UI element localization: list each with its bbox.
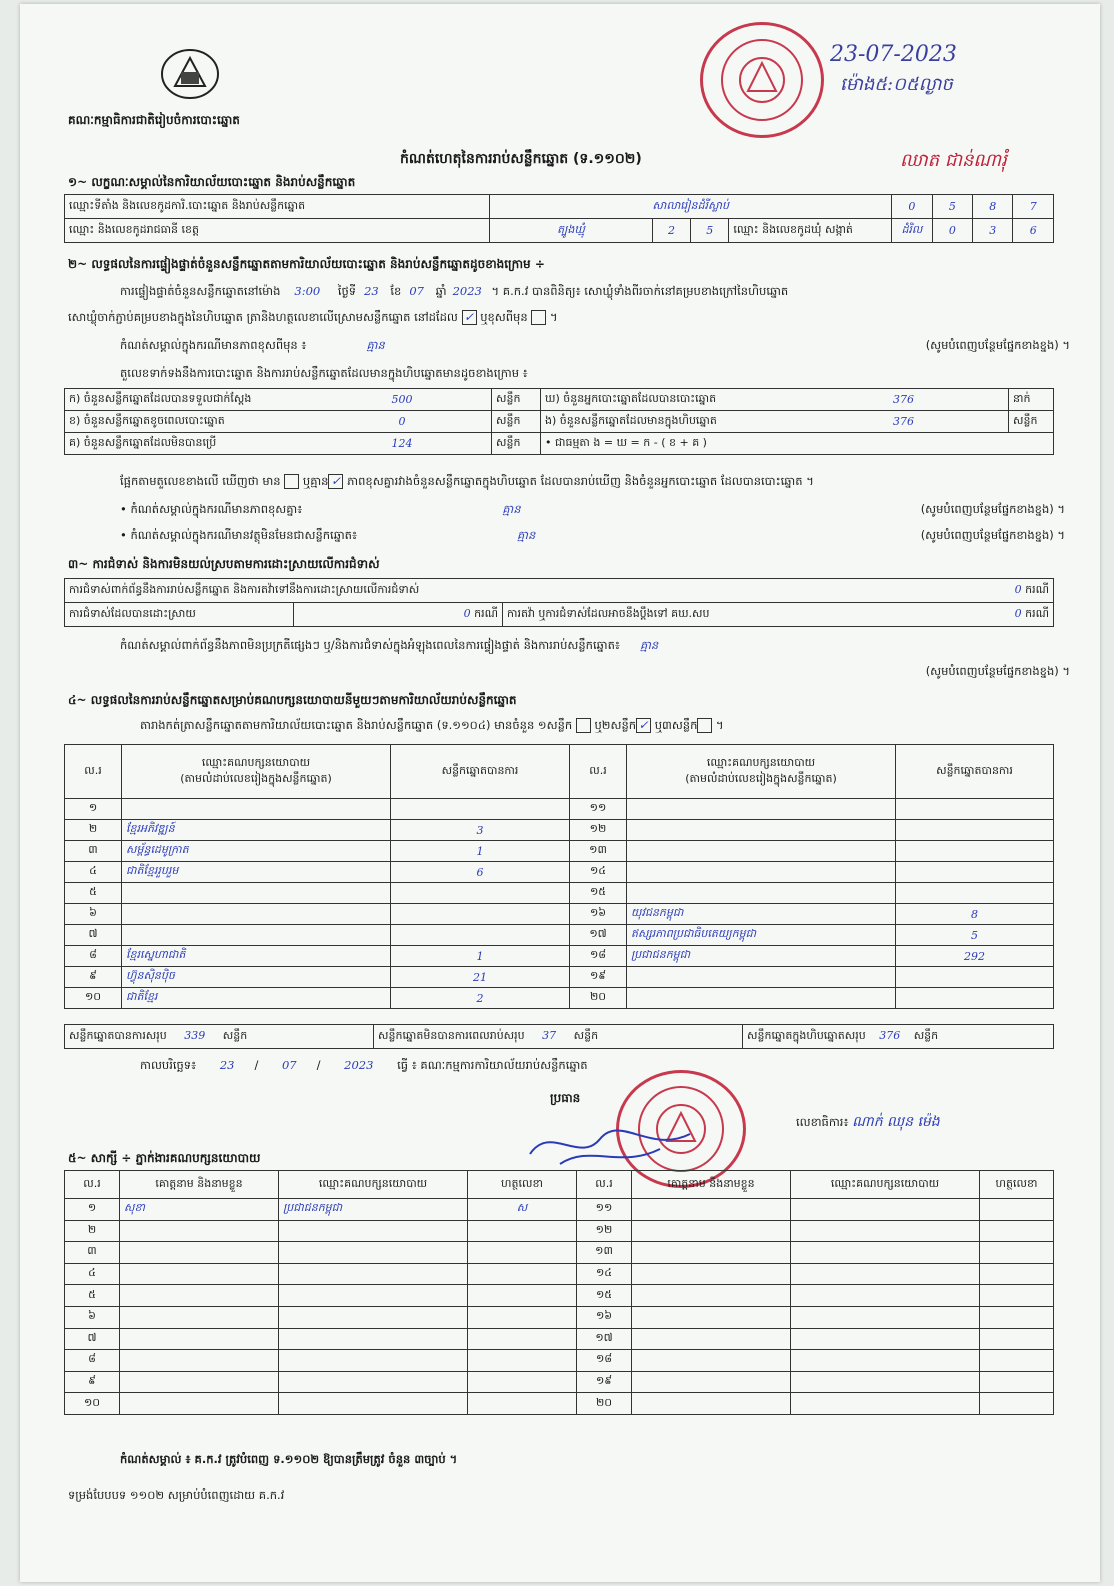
section-4-heading: ៤~ លទ្ធផលនៃការរាប់សន្លឹកឆ្នោតសម្រាប់គណបក្សនយោបាយនីមួយៗតាមការិយាល័យរាប់សន្លឹកឆ្នោត <box>68 693 517 707</box>
table-cell <box>468 1371 577 1393</box>
table-cell: ៦ <box>65 1306 120 1328</box>
table-cell: ១៨ <box>570 946 627 967</box>
table-cell <box>279 1263 468 1285</box>
s3-note-line: កំណត់សម្គាល់ពាក់ព័ន្ធនឹងភាពមិនប្រក្រតីផ្សេងៗ ឬ/និងការជំទាស់ក្នុងអំឡុងពេលនៃការផ្ទៀងផ្ទាត់ និងការរាប់សន្លឹកឆ្នោត៖ គ្មាន <box>120 638 659 652</box>
document-page <box>20 4 1100 1582</box>
table-cell <box>632 1199 791 1221</box>
table-cell <box>279 1285 468 1307</box>
table-cell <box>627 841 896 862</box>
totals-row: សន្លឹកឆ្នោតបានការសរុប 339 សន្លឹក សន្លឹកឆ្នោតមិនបានការពេលរាប់សរុប 37 សន្លឹក សន្លឹកឆ្នោតក្នុងហិបឆ្នោតសរុប 376 សន្លឹក <box>64 1024 1054 1049</box>
table-cell: ហ៊្វុនស៊ិនប៉ិច <box>122 967 391 988</box>
table-cell <box>627 883 896 904</box>
table-cell: ៣ <box>65 841 122 862</box>
table-row <box>65 925 1054 946</box>
s2-line3: កំណត់សម្គាល់ក្នុងករណីមានភាពខុសពីមុន ៖ គ្មាន (សូមបំពេញបន្ថែមផ្នែកខាងខ្នង) ។ <box>120 338 1070 352</box>
table-cell: ២០ <box>577 1393 632 1415</box>
table-cell <box>279 1328 468 1350</box>
table-cell <box>468 1393 577 1415</box>
three-sheet-checkbox[interactable] <box>697 718 712 733</box>
table-cell: ៤ <box>65 862 122 883</box>
different-checkbox[interactable] <box>531 310 546 325</box>
table-cell: ៩ <box>65 1371 120 1393</box>
r1-label: ឈ្មោះទីតាំង និងលេខកូដការិ.បោះឆ្នោត និងរាប់សន្លឹកឆ្នោត <box>65 195 490 219</box>
table-cell: 1 <box>391 841 570 862</box>
table-row <box>65 799 1054 820</box>
table-cell <box>632 1263 791 1285</box>
table-cell <box>980 1242 1054 1264</box>
table-cell <box>632 1285 791 1307</box>
witness-body <box>65 1199 1054 1415</box>
s2-line2: សោឃ្លុំចាក់ភ្ជាប់គម្របខាងក្នុងនៃហិបឆ្នោត ត្រានិងហត្ថលេខាលើស្រោមសន្លឹកឆ្នោត នៅដដែល ✓ ឬខុសពីមុន ។ <box>68 310 558 324</box>
table-cell: ១៥ <box>577 1285 632 1307</box>
table-cell: 3 <box>391 820 570 841</box>
table-cell <box>980 1263 1054 1285</box>
table-cell: ២ <box>65 820 122 841</box>
section-3-table: ការជំទាស់ពាក់ព័ន្ធនឹងការរាប់សន្លឹកឆ្នោត និងការតវ៉ាទៅនឹងការដោះស្រាយលើការជំទាស់ 0 ករណី ការជំទាស់ដែលបានដោះស្រាយ 0 ករណី ការតវ៉ា ឬការជំទាស់ដែលអាចនឹងប្តឹងទៅ គឃ.សប 0 ករណី <box>64 578 1054 627</box>
table-cell: ១៤ <box>570 862 627 883</box>
table-row <box>65 820 1054 841</box>
table-row <box>65 1199 1054 1221</box>
table-cell: ជាតិខ្មែរ <box>122 988 391 1009</box>
table-cell: ១០ <box>65 1393 120 1415</box>
count-row-3: គ) ចំនួនសន្លឹកឆ្នោតដែលមិនបានប្រើ 124 សន្លឹក • ជាធម្មតា ង = ឃ = ក - ( ខ + គ ) <box>65 433 1054 455</box>
table-cell <box>791 1306 980 1328</box>
table-cell: 5 <box>896 925 1054 946</box>
table-cell: ២០ <box>570 988 627 1009</box>
r2-code2-2: 3 <box>973 219 1013 243</box>
table-cell: ខ្មែរអភិវឌ្ឍន៍ <box>122 820 391 841</box>
s4-sheets-line: តារាងកត់ត្រាសន្លឹកឆ្នោតតាមការិយាល័យបោះឆ្នោត និងរាប់សន្លឹកឆ្នោត (ទ.១១០៤) មានចំនួន ១សន្លឹក ឬ២សន្លឹក ✓ ឬ៣សន្លឹក ។ <box>140 718 724 732</box>
table-cell: ជាតិខ្មែររួបរួម <box>122 862 391 883</box>
table-cell <box>980 1220 1054 1242</box>
table-cell <box>980 1328 1054 1350</box>
table-row <box>65 1350 1054 1372</box>
emblem-logo <box>155 44 225 102</box>
table-row <box>65 841 1054 862</box>
table-cell: ២ <box>65 1220 120 1242</box>
table-row <box>65 1306 1054 1328</box>
table-cell <box>791 1242 980 1264</box>
table-cell: ៥ <box>65 1285 120 1307</box>
table-cell <box>980 1371 1054 1393</box>
table-cell <box>791 1199 980 1221</box>
table-cell <box>896 820 1054 841</box>
table-cell <box>468 1220 577 1242</box>
table-cell <box>791 1371 980 1393</box>
table-row <box>65 1393 1054 1415</box>
table-cell <box>896 967 1054 988</box>
same-checkbox[interactable]: ✓ <box>462 310 477 325</box>
footer-note: កំណត់សម្គាល់ ៖ គ.ក.វ ត្រូវបំពេញ ទ.១១០២ ឱ្យបានត្រឹមត្រូវ ចំនួន ៣ច្បាប់ ។ <box>120 1452 458 1466</box>
table-cell <box>627 799 896 820</box>
r1-code-3: 8 <box>973 195 1013 219</box>
table-row <box>65 1263 1054 1285</box>
table-cell <box>791 1393 980 1415</box>
table-cell <box>120 1242 279 1264</box>
table-cell <box>391 904 570 925</box>
table-cell <box>627 820 896 841</box>
section-5-heading: ៥~ សាក្សី ÷ ភ្នាក់ងារគណបក្សនយោបាយ <box>68 1151 261 1165</box>
r1-code-4: 7 <box>1013 195 1054 219</box>
table-cell: ស <box>468 1199 577 1221</box>
table-cell: ១៦ <box>570 904 627 925</box>
red-handwritten-note: ឈាត ជាន់ណារុំ <box>900 150 1007 171</box>
table-cell <box>279 1242 468 1264</box>
table-cell: ១០ <box>65 988 122 1009</box>
table-cell: ១៨ <box>577 1350 632 1372</box>
table-cell <box>120 1306 279 1328</box>
table-cell <box>896 988 1054 1009</box>
table-cell <box>632 1242 791 1264</box>
table-cell: ៧ <box>65 1328 120 1350</box>
table-row <box>65 862 1054 883</box>
table-cell: ១៤ <box>577 1263 632 1285</box>
s2-line1: ការផ្ទៀងផ្ទាត់ចំនួនសន្លឹកឆ្នោតនៅម៉ោង 3:00 ថ្ងៃទី 23 ខែ 07 ឆ្នាំ 2023 ។ គ.ក.វ បានពិនិត្យ៖ សោឃ្លុំទាំងពីរចាក់នៅគម្របខាងក្រៅនៃហិបឆ្នោត <box>120 284 789 298</box>
table-cell: ១៩ <box>577 1371 632 1393</box>
table-cell: សុខា <box>120 1199 279 1221</box>
s3-note-suffix: (សូមបំពេញបន្ថែមផ្នែកខាងខ្នង) ។ <box>925 664 1070 678</box>
table-cell <box>980 1350 1054 1372</box>
no-difference-checkbox[interactable]: ✓ <box>328 474 343 489</box>
table-cell <box>120 1328 279 1350</box>
table-cell <box>896 841 1054 862</box>
table-cell <box>632 1220 791 1242</box>
table-cell <box>391 925 570 946</box>
table-cell: ១១ <box>577 1199 632 1221</box>
table-cell: ១១ <box>570 799 627 820</box>
secretary-line: លេខាធិការ៖ ណាក់ ឈុន ម៉េង <box>796 1114 940 1130</box>
r2-code2-3: 6 <box>1013 219 1054 243</box>
table-cell <box>120 1393 279 1415</box>
table-cell: ១ <box>65 799 122 820</box>
table-cell: ប្រជាជនកម្ពុជា <box>279 1199 468 1221</box>
table-cell <box>468 1263 577 1285</box>
s2-line6: • កំណត់សម្គាល់ក្នុងករណីមានភាពខុសគ្នា៖ គ្មាន (សូមបំពេញបន្ថែមផ្នែកខាងខ្នង) ។ <box>120 502 1065 516</box>
table-cell <box>279 1220 468 1242</box>
table-cell <box>120 1285 279 1307</box>
r2-value: ត្បូងឃ្មុំ <box>490 219 653 243</box>
table-cell: 21 <box>391 967 570 988</box>
table-cell: ៩ <box>65 967 122 988</box>
table-cell <box>632 1306 791 1328</box>
count-row-2: ខ) ចំនួនសន្លឹកឆ្នោតខូចពេលបោះឆ្នោត 0 សន្លឹក ង) ចំនួនសន្លឹកឆ្នោតដែលមានក្នុងហិបឆ្នោត 376 សន្លឹក <box>65 411 1054 433</box>
table-cell <box>980 1285 1054 1307</box>
r2-label2: ឈ្មោះ និងលេខកូដឃុំ សង្កាត់ <box>729 219 892 243</box>
table-row <box>65 1285 1054 1307</box>
section-3-heading: ៣~ ការជំទាស់ និងការមិនយល់ស្របតាមការដោះស្រាយលើការជំទាស់ <box>68 557 380 571</box>
count-row-1: ក) ចំនួនសន្លឹកឆ្នោតដែលបានទទួលជាក់ស្តែង 500 សន្លឹក ឃ) ចំនួនអ្នកបោះឆ្នោតដែលបានបោះឆ្នោត 376 នាក់ <box>65 389 1054 411</box>
table-cell <box>122 883 391 904</box>
table-row <box>65 1371 1054 1393</box>
table-row <box>65 946 1054 967</box>
r1-code-2: 5 <box>932 195 972 219</box>
table-cell: 292 <box>896 946 1054 967</box>
table-row <box>65 883 1054 904</box>
table-cell <box>120 1220 279 1242</box>
table-cell <box>627 862 896 883</box>
chair-label: ប្រធាន <box>550 1091 581 1105</box>
table-cell: សម្ព័ន្ធដេមូក្រាត <box>122 841 391 862</box>
table-cell <box>120 1371 279 1393</box>
r1-value: សាលារៀនដំរីស្លាប់ <box>490 195 892 219</box>
table-cell <box>791 1285 980 1307</box>
r2-code-1: 2 <box>652 219 690 243</box>
table-cell <box>122 904 391 925</box>
table-cell: ៧ <box>65 925 122 946</box>
table-cell: ៨ <box>65 946 122 967</box>
table-cell <box>896 799 1054 820</box>
table-cell: ៤ <box>65 1263 120 1285</box>
table-cell <box>632 1371 791 1393</box>
r2-label: ឈ្មោះ និងលេខកូដរាជធានី ខេត្ត <box>69 222 199 236</box>
table-cell <box>468 1350 577 1372</box>
results-body <box>65 799 1054 1009</box>
table-cell <box>896 862 1054 883</box>
table-cell <box>120 1350 279 1372</box>
results-table: ល.រ ឈ្មោះគណបក្សនយោបាយ (តាមលំដាប់លេខរៀងក្នុងសន្លឹកឆ្នោត) សន្លឹកឆ្នោតបានការ ល.រ ឈ្មោះគណបក្សនយោបាយ (តាមលំដាប់លេខរៀងក្នុងសន្លឹកឆ្នោត) សន្លឹកឆ្នោតបានការ ១ ១១ ២ ខ្មែរអភិវឌ្ឍន៍ 3 ១២ ៣ សម្ព័ន្ធដេមូក្រាត 1 ១៣ ៤ ជាតិខ្មែររួបរួម 6 ១៤ ៥ ១៥ ៦ ១៦ យុវជនកម្ពុជា 8 ៧ ១៧ ឥស្សរភាពប្រជាធិបតេយ្យកម្ពុជា 5 ៨ ខ្មែរស្នេហាជាតិ 1 ១៨ ប្រជាជនកម្ពុជា 292 ៩ ហ៊្វុនស៊ិនប៉ិច 21 ១៩ ១០ ជាតិខ្មែរ 2 ២០ <box>64 744 1054 1009</box>
stamp-date: 23-07-2023 <box>830 42 957 67</box>
s2-line5: ផ្អែកតាមតួលេខខាងលើ ឃើញថា មាន ឬគ្មាន ✓ ភាពខុសគ្នារវាងចំនួនសន្លឹកឆ្នោតក្នុងហិបឆ្នោត ដែលបានរាប់ឃើញ និងចំនួនអ្នកបោះឆ្នោត ដែលបានបោះឆ្នោត ។ <box>120 474 814 488</box>
r2-value2: ដំរិល <box>892 219 932 243</box>
table-cell: ១៧ <box>577 1328 632 1350</box>
s2-line7: • កំណត់សម្គាល់ក្នុងករណីមានវត្ថុមិនមែនជាសន្លឹកឆ្នោត៖ គ្មាន (សូមបំពេញបន្ថែមផ្នែកខាងខ្នង) ។ <box>120 528 1065 542</box>
table-cell: ១៧ <box>570 925 627 946</box>
table-cell: ១៣ <box>570 841 627 862</box>
table-row <box>65 1220 1054 1242</box>
table-cell: ១៩ <box>570 967 627 988</box>
table-cell <box>632 1328 791 1350</box>
table-cell <box>122 925 391 946</box>
table-cell: 8 <box>896 904 1054 925</box>
two-sheet-checkbox[interactable]: ✓ <box>636 718 651 733</box>
table-cell <box>627 988 896 1009</box>
r2-code-2: 5 <box>691 219 729 243</box>
table-cell <box>980 1393 1054 1415</box>
table-cell <box>468 1306 577 1328</box>
witness-table: ល.រ គោត្តនាម និងនាមខ្លួន ឈ្មោះគណបក្សនយោបាយ ហត្ថលេខា ល.រ គោត្តនាម និងនាមខ្លួន ឈ្មោះគណបក្សនយោបាយ ហត្ថលេខា ១ សុខា ប្រជាជនកម្ពុជា ស ១១ ២ ១២ ៣ ១៣ ៤ ១៤ ៥ ១៥ ៦ ១៦ ៧ ១៧ ៨ ១៨ ៩ ១៩ ១០ ២០ <box>64 1170 1054 1415</box>
table-cell <box>391 883 570 904</box>
section-1-heading: ១~ លក្ខណៈសម្គាល់នៃការិយាល័យបោះឆ្នោត និងរាប់សន្លឹកឆ្នោត <box>68 175 356 189</box>
table-cell: ៥ <box>65 883 122 904</box>
official-seal-top <box>700 22 824 138</box>
table-cell: 1 <box>391 946 570 967</box>
table-cell <box>279 1393 468 1415</box>
form-footer: ទម្រង់បែបបទ ១១០២ សម្រាប់បំពេញដោយ គ.ក.វ <box>68 1488 285 1502</box>
table-cell: ខ្មែរស្នេហាជាតិ <box>122 946 391 967</box>
r2-code2-1: 0 <box>932 219 972 243</box>
table-cell <box>468 1285 577 1307</box>
table-cell: ប្រជាជនកម្ពុជា <box>627 946 896 967</box>
table-cell: ៨ <box>65 1350 120 1372</box>
table-cell: ១២ <box>570 820 627 841</box>
table-cell <box>980 1199 1054 1221</box>
table-cell <box>627 967 896 988</box>
has-difference-checkbox[interactable] <box>284 474 299 489</box>
table-cell <box>279 1350 468 1372</box>
table-row <box>65 988 1054 1009</box>
table-cell <box>279 1306 468 1328</box>
org-name: គណៈកម្មាធិការជាតិរៀបចំការបោះឆ្នោត <box>68 113 240 127</box>
table-row <box>65 1328 1054 1350</box>
one-sheet-checkbox[interactable] <box>576 718 591 733</box>
table-cell: ១៥ <box>570 883 627 904</box>
table-cell: ១ <box>65 1199 120 1221</box>
table-cell: ១៦ <box>577 1306 632 1328</box>
chair-signature <box>520 1114 700 1178</box>
table-cell: ៣ <box>65 1242 120 1264</box>
s2-line4: តួលេខទាក់ទងនឹងការបោះឆ្នោត និងការរាប់សន្លឹកឆ្នោតដែលមានក្នុងហិបឆ្នោតមានដូចខាងក្រោម ៖ <box>120 366 528 380</box>
table-cell <box>391 799 570 820</box>
table-cell: 6 <box>391 862 570 883</box>
table-cell <box>122 799 391 820</box>
table-cell: ១៣ <box>577 1242 632 1264</box>
table-cell <box>896 883 1054 904</box>
s2-counts-table <box>64 388 1054 455</box>
table-cell: ៦ <box>65 904 122 925</box>
table-cell <box>468 1328 577 1350</box>
table-cell <box>120 1263 279 1285</box>
date-line: កាលបរិច្ឆេទ៖ 23 / 07 / 2023 ធ្វើ ៖ គណៈកម្មការការិយាល័យរាប់សន្លឹកឆ្នោត <box>140 1058 588 1072</box>
table-cell <box>279 1371 468 1393</box>
table-cell: 2 <box>391 988 570 1009</box>
table-cell: យុវជនកម្ពុជា <box>627 904 896 925</box>
table-cell: ឥស្សរភាពប្រជាធិបតេយ្យកម្ពុជា <box>627 925 896 946</box>
stamp-time: ម៉ោង៥:០៥ល្ងាច <box>840 74 953 95</box>
table-row <box>65 1242 1054 1264</box>
table-cell <box>468 1242 577 1264</box>
table-cell <box>632 1350 791 1372</box>
table-row <box>65 904 1054 925</box>
r1-code-1: 0 <box>892 195 932 219</box>
table-cell <box>632 1393 791 1415</box>
table-cell: ១២ <box>577 1220 632 1242</box>
table-cell <box>791 1220 980 1242</box>
table-row <box>65 967 1054 988</box>
table-cell <box>791 1263 980 1285</box>
table-cell <box>791 1350 980 1372</box>
section-1-table <box>64 194 1054 243</box>
section-2-heading: ២~ លទ្ធផលនៃការផ្ទៀងផ្ទាត់ចំនួនសន្លឹកឆ្នោតតាមការិយាល័យបោះឆ្នោត និងរាប់សន្លឹកឆ្នោតដូចខាងក្រោម ÷ <box>68 257 545 271</box>
form-title: កំណត់ហេតុនៃការរាប់សន្លឹកឆ្នោត (ទ.១១០២) <box>400 151 642 167</box>
table-cell <box>791 1328 980 1350</box>
table-cell <box>980 1306 1054 1328</box>
